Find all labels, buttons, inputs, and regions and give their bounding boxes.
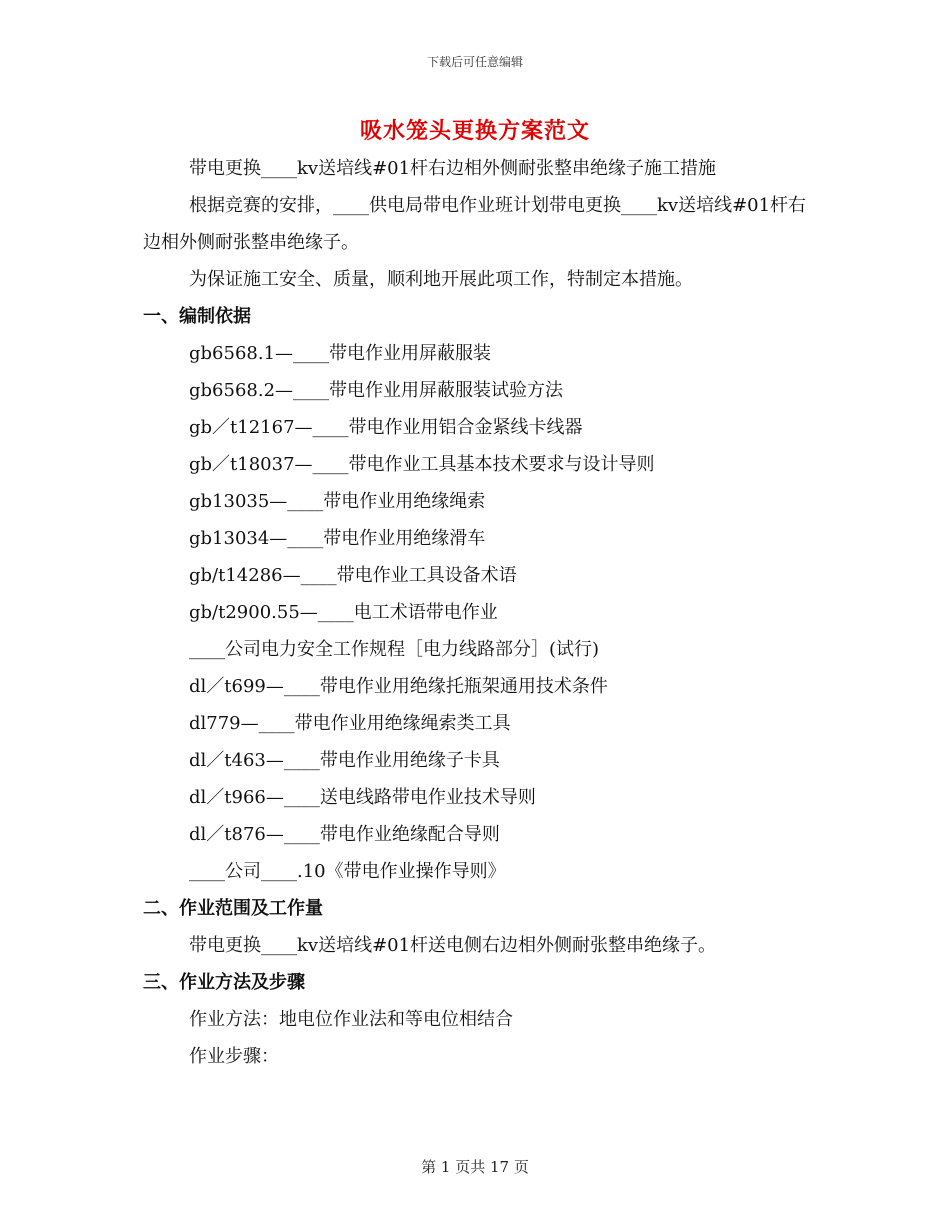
section-heading: 三、作业方法及步骤 — [143, 972, 305, 993]
reference-item: gb6568.1—____带电作业用屏蔽服装 — [189, 343, 492, 364]
document-title: 吸水笼头更换方案范文 — [359, 118, 590, 144]
section-heading: 一、编制依据 — [143, 306, 251, 327]
reference-item: dl／t966—____送电线路带电作业技术导则 — [189, 787, 536, 808]
reference-item: gb13034—____带电作业用绝缘滑车 — [189, 528, 486, 549]
reference-item: gb/t2900.55—____电工术语带电作业 — [189, 602, 498, 623]
reference-item: ____公司电力安全工作规程［电力线路部分］(试行) — [189, 639, 600, 660]
reference-item: gb／t18037—____带电作业工具基本技术要求与设计导则 — [189, 454, 655, 475]
document-body — [143, 150, 813, 1075]
paragraph: 作业步骤： — [189, 1046, 279, 1067]
reference-item: gb13035—____带电作业用绝缘绳索 — [189, 491, 486, 512]
page-footer: 第 1 页共 17 页 — [421, 1158, 529, 1176]
paragraph: 根据竞赛的安排，____供电局带电作业班计划带电更换____kv送培线#01杆右边相外侧耐张整串绝缘子。 — [143, 195, 807, 253]
reference-item: dl／t463—____带电作业用绝缘子卡具 — [189, 750, 500, 771]
paragraph: 作业方法：地电位作业法和等电位相结合 — [189, 1009, 513, 1030]
section-heading: 二、作业范围及工作量 — [143, 898, 323, 919]
reference-item: gb/t14286—____带电作业工具设备术语 — [189, 565, 517, 586]
reference-item: dl／t876—____带电作业绝缘配合导则 — [189, 824, 500, 845]
reference-item: gb6568.2—____带电作业用屏蔽服装试验方法 — [189, 380, 564, 401]
paragraph: 带电更换____kv送培线#01杆右边相外侧耐张整串绝缘子施工措施 — [189, 158, 717, 179]
reference-item: ____公司____.10《带电作业操作导则》 — [189, 861, 506, 882]
reference-item: dl779—____带电作业用绝缘绳索类工具 — [189, 713, 511, 734]
reference-item: dl／t699—____带电作业用绝缘托瓶架通用技术条件 — [189, 676, 608, 697]
reference-item: gb／t12167—____带电作业用铝合金紧线卡线器 — [189, 417, 583, 438]
page-header: 下载后可任意编辑 — [426, 55, 523, 69]
paragraph: 带电更换____kv送培线#01杆送电侧右边相外侧耐张整串绝缘子。 — [189, 935, 717, 956]
paragraph: 为保证施工安全、质量，顺利地开展此项工作，特制定本措施。 — [189, 269, 693, 290]
